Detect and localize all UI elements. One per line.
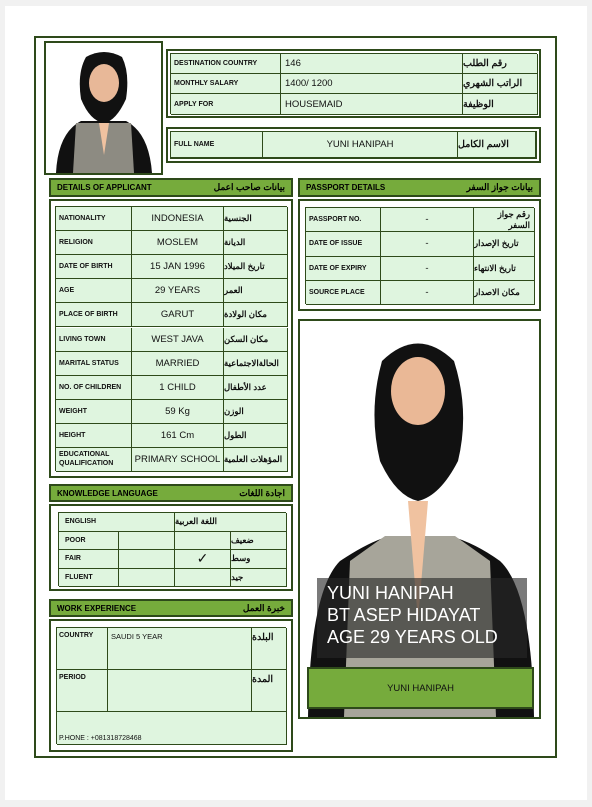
language-section-title: KNOWLEDGE LANGUAGE	[57, 488, 158, 498]
language-english-level-cell	[119, 550, 175, 569]
applicant-row-ar: الطول	[224, 424, 288, 448]
applicant-row-ar: الوزن	[224, 400, 288, 424]
applicant-section-title-ar: بيانات صاحب اعمل	[213, 182, 285, 192]
language-english-level-cell	[119, 569, 175, 588]
applicant-row-ar: المؤهلات العلمية	[224, 448, 288, 472]
full-name-ar: الاسم الكامل	[458, 132, 536, 158]
header-info-box	[166, 49, 541, 118]
work-country-ar: البلدة	[252, 628, 287, 670]
checkmark-icon	[175, 569, 231, 588]
applicant-row-value: PRIMARY SCHOOL	[132, 448, 224, 472]
applicant-row-label: HEIGHT	[56, 424, 132, 448]
passport-row-ar: تاريخ الانتهاء	[474, 257, 535, 281]
full-name-box	[166, 127, 541, 163]
work-period-ar: المدة	[252, 670, 287, 712]
passport-row-label: PASSPORT NO.	[306, 208, 381, 232]
applicant-table-box	[49, 199, 293, 478]
work-country-value: SAUDI 5 YEAR	[108, 628, 252, 670]
apply-for-label: APPLY FOR	[171, 94, 281, 115]
applicant-row-ar: الديانة	[224, 231, 288, 255]
applicant-row-ar: مكان الولادة	[224, 303, 288, 327]
photo-caption-line-3: AGE 29 YEARS OLD	[327, 627, 498, 647]
photo-caption-line-1: YUNI HANIPAH	[327, 583, 454, 603]
language-level-label: FAIR	[59, 550, 119, 569]
applicant-row-value: WEST JAVA	[132, 328, 224, 352]
passport-section-title-ar: بيانات جواز السفر	[466, 182, 533, 192]
name-footer-bar	[307, 667, 534, 709]
monthly-salary-label: MONTHLY SALARY	[171, 74, 281, 94]
language-english-level-cell	[119, 532, 175, 551]
passport-row-label: SOURCE PLACE	[306, 281, 381, 305]
applicant-row-value: GARUT	[132, 303, 224, 327]
passport-table-box	[298, 199, 541, 311]
applicant-photo	[46, 43, 161, 173]
language-level-label: POOR	[59, 532, 119, 551]
destination-country-ar: رقم الطلب	[463, 54, 538, 74]
full-name-value: YUNI HANIPAH	[263, 132, 458, 158]
applicant-row-value: 29 YEARS	[132, 279, 224, 303]
applicant-row-label: WEIGHT	[56, 400, 132, 424]
applicant-section-header	[49, 178, 293, 197]
applicant-row-value: MARRIED	[132, 352, 224, 376]
applicant-row-label: MARITAL STATUS	[56, 352, 132, 376]
applicant-row-label: RELIGION	[56, 231, 132, 255]
applicant-row-ar: الجنسية	[224, 207, 288, 231]
language-english-label: ENGLISH	[59, 513, 175, 532]
language-section-title-ar: اجادة اللغات	[239, 487, 285, 498]
applicant-row-ar: الحالةالاجتماعية	[224, 352, 288, 376]
passport-row-ar: تاريخ الإصدار	[474, 232, 535, 256]
checkmark-icon	[175, 532, 231, 551]
work-period-label: PERIOD	[57, 670, 108, 712]
phone-number: P.HONE : +081318728468	[57, 712, 287, 745]
passport-row-ar: رقم جواز السفر	[474, 208, 535, 232]
applicant-row-label: EDUCATIONAL QUALIFICATION	[56, 448, 132, 472]
applicant-row-label: NO. OF CHILDREN	[56, 376, 132, 400]
language-table-box	[49, 504, 293, 591]
photo-caption-overlay	[317, 578, 527, 658]
photo-caption-line-2: BT ASEP HIDAYAT	[327, 605, 481, 625]
applicant-row-label: DATE OF BIRTH	[56, 255, 132, 279]
applicant-photo-large	[298, 319, 541, 719]
full-name-label: FULL NAME	[171, 132, 263, 158]
work-table-box	[49, 619, 293, 752]
work-country-label: COUNTRY	[57, 628, 108, 670]
language-level-ar: ضعيف	[231, 532, 287, 551]
language-level-ar: جيد	[231, 569, 287, 588]
passport-row-label: DATE OF EXPIRY	[306, 257, 381, 281]
applicant-row-ar: تاريخ الميلاد	[224, 255, 288, 279]
passport-row-ar: مكان الاصدار	[474, 281, 535, 305]
work-section-header	[49, 599, 293, 617]
applicant-row-label: AGE	[56, 279, 132, 303]
language-level-label: FLUENT	[59, 569, 119, 588]
applicant-row-label: PLACE OF BIRTH	[56, 303, 132, 327]
work-period-value	[108, 670, 252, 712]
applicant-row-value: 1 CHILD	[132, 376, 224, 400]
applicant-row-value: 15 JAN 1996	[132, 255, 224, 279]
destination-country-value: 146	[281, 54, 463, 74]
checkmark-icon: ✓	[175, 550, 231, 569]
passport-row-value: -	[381, 232, 474, 256]
passport-row-value: -	[381, 281, 474, 305]
apply-for-ar: الوظيفة	[463, 94, 538, 115]
applicant-row-value: MOSLEM	[132, 231, 224, 255]
apply-for-value: HOUSEMAID	[281, 94, 463, 115]
passport-section-header	[298, 178, 541, 197]
work-section-title-ar: خبرة العمل	[242, 602, 285, 613]
name-footer-text: YUNI HANIPAH	[387, 682, 454, 694]
monthly-salary-value: 1400/ 1200	[281, 74, 463, 94]
applicant-row-value: 161 Cm	[132, 424, 224, 448]
applicant-row-ar: عدد الأطفال	[224, 376, 288, 400]
passport-row-label: DATE OF ISSUE	[306, 232, 381, 256]
monthly-salary-ar: الراتب الشهري	[463, 74, 538, 94]
applicant-photo-small	[44, 41, 163, 175]
destination-country-label: DESTINATION COUNTRY	[171, 54, 281, 74]
applicant-row-ar: مكان السكن	[224, 328, 288, 352]
passport-row-value: -	[381, 257, 474, 281]
applicant-row-value: INDONESIA	[132, 207, 224, 231]
applicant-row-ar: العمر	[224, 279, 288, 303]
passport-row-value: -	[381, 208, 474, 232]
applicant-row-value: 59 Kg	[132, 400, 224, 424]
language-section-header	[49, 484, 293, 502]
work-section-title: WORK EXPERIENCE	[57, 603, 137, 613]
language-level-ar: وسط	[231, 550, 287, 569]
applicant-section-title: DETAILS OF APPLICANT	[57, 183, 152, 192]
applicant-row-label: NATIONALITY	[56, 207, 132, 231]
passport-section-title: PASSPORT DETAILS	[306, 183, 386, 192]
applicant-row-label: LIVING TOWN	[56, 328, 132, 352]
language-arabic-label: اللغة العربية	[175, 513, 287, 532]
